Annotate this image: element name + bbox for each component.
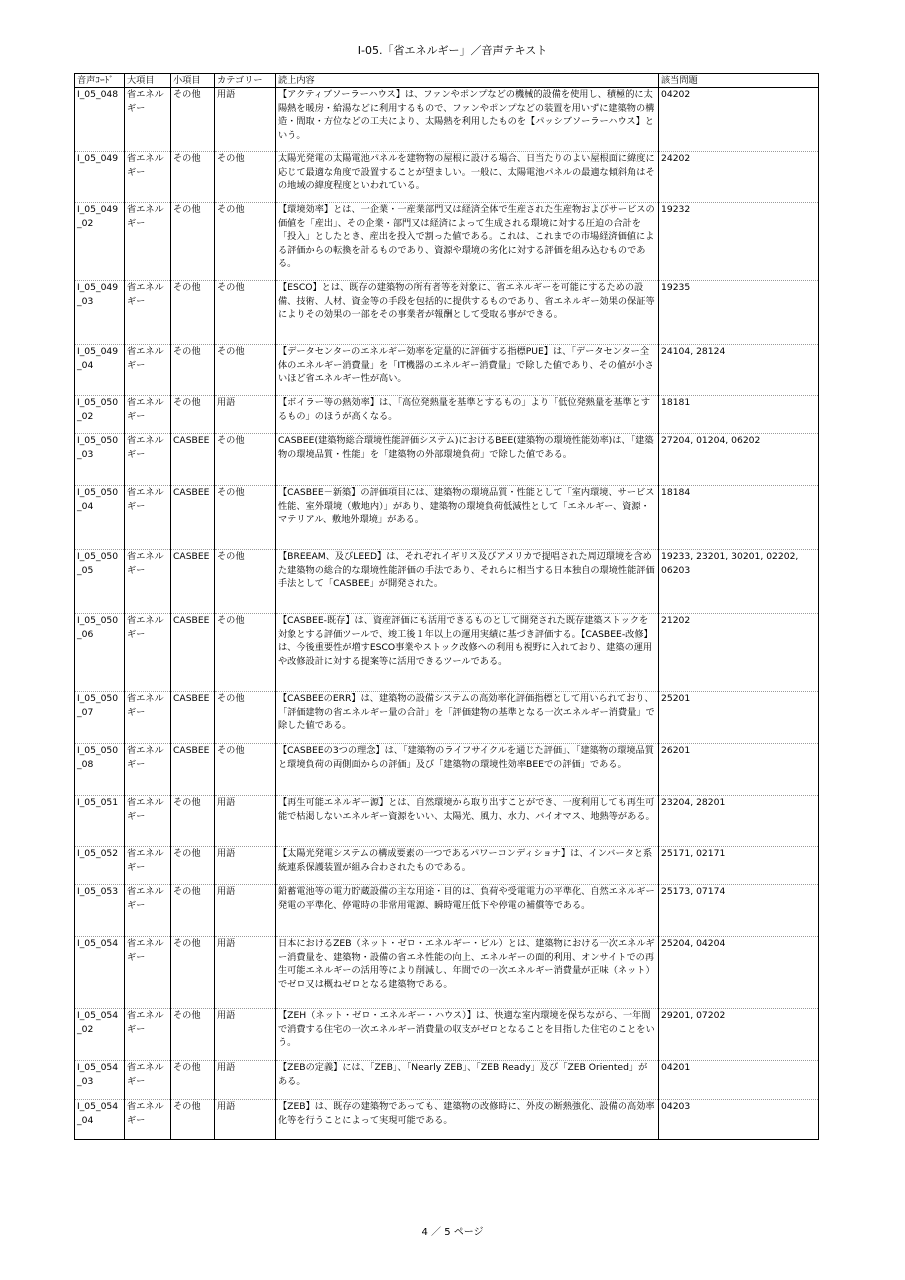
- cell-code: I_05_050_03: [75, 434, 125, 486]
- cell-category: その他: [215, 152, 276, 203]
- cell-content: 【環境効率】とは、一企業・一産業部門又は経済全体で生産された生産物およびサービスの価値を「産出」、その企業・部門又は経済によって生成される環境に対する圧迫の合計を「投入」としたとき、産出を投入で割った値である。これは、これまでの市場経済価値による評価からの転換を計るものであり、資源や環境の劣化に対する評価を組み込むものである。: [276, 203, 659, 281]
- table-row: [75, 1009, 819, 1061]
- cell-code: I_05_054_03: [75, 1061, 125, 1100]
- cell-major: 省エネルギー: [125, 1100, 171, 1140]
- cell-code: I_05_054_02: [75, 1009, 125, 1061]
- cell-content: 【CASBEE-既存】は、資産評価にも活用できるものとして開発された既存建築ストックを対象とする評価ツールで、竣工後１年以上の運用実績に基づき評価する。【CASBEE-改修】は、今後重要性が増すESCO事業やストック改修への利用も視野に入れており、建築の運用や改修設計に対する提案等に活用できるツールである。: [276, 614, 659, 692]
- cell-content: 鉛蓄電池等の電力貯蔵設備の主な用途・目的は、負荷や受電電力の平準化、自然エネルギー発電の平準化、停電時の非常用電源、瞬時電圧低下や停電の補償等である。: [276, 885, 659, 937]
- cell-code: I_05_050_02: [75, 396, 125, 434]
- cell-questions: 24104, 28124: [659, 345, 819, 396]
- cell-code: I_05_049_04: [75, 345, 125, 396]
- table-row: [75, 281, 819, 345]
- cell-category: 用語: [215, 396, 276, 434]
- cell-code: I_05_048: [75, 88, 125, 152]
- cell-content: 【CASBEE－新築】の評価項目には、建築物の環境品質・性能として「室内環境、サービス性能、室外環境（敷地内）」があり、建築物の環境負荷低減性として「エネルギー、資源・マテリアル、敷地外環境」がある。: [276, 486, 659, 550]
- cell-category: 用語: [215, 1009, 276, 1061]
- table-row: [75, 744, 819, 796]
- cell-minor: その他: [171, 152, 215, 203]
- cell-content: 日本におけるZEB（ネット・ゼロ・エネルギー・ビル）とは、建築物における一次エネルギー消費量を、建築物・設備の省エネ性能の向上、エネルギーの面的利用、オンサイトでの再生可能エネルギーの活用等により削減し、年間での一次エネルギー消費量が正味（ネット）でゼロ又は概ねゼロとなる建築物である。: [276, 937, 659, 1009]
- cell-code: I_05_054_04: [75, 1100, 125, 1140]
- table-row: [75, 486, 819, 550]
- cell-minor: CASBEE: [171, 614, 215, 692]
- cell-content: 【ESCO】とは、既存の建築物の所有者等を対象に、省エネルギーを可能にするための設備、技術、人材、資金等の手段を包括的に提供するものであり、省エネルギー効果の保証等によりその効果の一部をその事業者が報酬として受取る事ができる。: [276, 281, 659, 345]
- table-row: [75, 396, 819, 434]
- cell-questions: 24202: [659, 152, 819, 203]
- cell-minor: その他: [171, 88, 215, 152]
- col-header-code: 音声ｺｰﾄﾞ: [75, 74, 125, 88]
- cell-questions: 25171, 02171: [659, 847, 819, 885]
- cell-content: 【ZEBの定義】には、「ZEB」、「Nearly ZEB」、「ZEB Ready」及び「ZEB Oriented」がある。: [276, 1061, 659, 1100]
- cell-major: 省エネルギー: [125, 1009, 171, 1061]
- cell-category: 用語: [215, 1100, 276, 1140]
- cell-minor: その他: [171, 281, 215, 345]
- cell-content: 【データセンターのエネルギー効率を定量的に評価する指標PUE】は、「データセンター全体のエネルギー消費量」を「IT機器のエネルギー消費量」で除した値であり、その値が小さいほど省エネルギー性が高い。: [276, 345, 659, 396]
- cell-code: I_05_050_07: [75, 692, 125, 744]
- cell-questions: 25173, 07174: [659, 885, 819, 937]
- cell-code: I_05_050_06: [75, 614, 125, 692]
- table-row: [75, 203, 819, 281]
- cell-questions: 19235: [659, 281, 819, 345]
- cell-minor: CASBEE: [171, 486, 215, 550]
- page-number: 4 ／ 5 ページ: [421, 1227, 484, 1238]
- cell-minor: その他: [171, 396, 215, 434]
- table-row: [75, 847, 819, 885]
- page-title: I-05.「省エネルギー」／音声テキスト: [357, 44, 548, 57]
- table-row: [75, 434, 819, 486]
- col-header-minor: 小項目: [171, 74, 215, 88]
- cell-category: その他: [215, 281, 276, 345]
- cell-major: 省エネルギー: [125, 847, 171, 885]
- cell-content: 【アクティブソーラーハウス】は、ファンやポンプなどの機械的設備を使用し、積極的に太陽熱を暖房・給湯などに利用するもので、ファンやポンプなどの装置を用いずに建築物の構造・間取・方位などの工夫により、太陽熱を利用したものを【パッシブソーラーハウス】という。: [276, 88, 659, 152]
- cell-content: 【CASBEEの3つの理念】は、「建築物のライフサイクルを通じた評価」、「建築物の環境品質と環境負荷の両側面からの評価」及び「建築物の環境性効率BEEでの評価」である。: [276, 744, 659, 796]
- cell-code: I_05_049: [75, 152, 125, 203]
- voice-text-table: [74, 73, 819, 1140]
- cell-category: その他: [215, 614, 276, 692]
- cell-content: 【ボイラー等の熱効率】は、「高位発熱量を基準とするもの」より「低位発熱量を基準とするもの」のほうが高くなる。: [276, 396, 659, 434]
- cell-content: CASBEE(建築物総合環境性能評価システム)におけるBEE(建築物の環境性能効率)は、「建築物の環境品質・性能」を「建築物の外部環境負荷」で除した値である。: [276, 434, 659, 486]
- col-header-content: 読上内容: [276, 74, 659, 88]
- cell-questions: 27204, 01204, 06202: [659, 434, 819, 486]
- cell-category: その他: [215, 486, 276, 550]
- cell-minor: その他: [171, 203, 215, 281]
- cell-major: 省エネルギー: [125, 88, 171, 152]
- table-row: [75, 885, 819, 937]
- cell-category: 用語: [215, 796, 276, 847]
- table-row: [75, 345, 819, 396]
- cell-minor: CASBEE: [171, 434, 215, 486]
- cell-questions: 04201: [659, 1061, 819, 1100]
- table-row: [75, 937, 819, 1009]
- table-body: [75, 88, 819, 1140]
- cell-code: I_05_053: [75, 885, 125, 937]
- col-header-category: カテゴリー: [215, 74, 276, 88]
- table-row: [75, 88, 819, 152]
- table-row: [75, 550, 819, 614]
- cell-minor: その他: [171, 1061, 215, 1100]
- cell-questions: 04203: [659, 1100, 819, 1140]
- cell-major: 省エネルギー: [125, 434, 171, 486]
- cell-code: I_05_049_03: [75, 281, 125, 345]
- cell-questions: 19233, 23201, 30201, 02202, 06203: [659, 550, 819, 614]
- cell-category: 用語: [215, 937, 276, 1009]
- cell-major: 省エネルギー: [125, 937, 171, 1009]
- table-row: [75, 796, 819, 847]
- cell-content: 太陽光発電の太陽電池パネルを建物物の屋根に設ける場合、日当たりのよい屋根面に緯度に応じて最適な角度で設置することが望ましい。一般に、太陽電池パネルの最適な傾斜角はその地域の緯度程度といわれている。: [276, 152, 659, 203]
- cell-code: I_05_050_08: [75, 744, 125, 796]
- cell-questions: 19232: [659, 203, 819, 281]
- cell-minor: その他: [171, 885, 215, 937]
- cell-questions: 18184: [659, 486, 819, 550]
- cell-questions: 25204, 04204: [659, 937, 819, 1009]
- cell-category: その他: [215, 345, 276, 396]
- table-row: [75, 1061, 819, 1100]
- cell-content: 【再生可能エネルギー源】とは、自然環境から取り出すことができ、一度利用しても再生可能で枯渇しないエネルギー資源をいい、太陽光、風力、水力、バイオマス、地熱等がある。: [276, 796, 659, 847]
- cell-minor: その他: [171, 847, 215, 885]
- cell-questions: 25201: [659, 692, 819, 744]
- cell-category: 用語: [215, 88, 276, 152]
- cell-category: 用語: [215, 847, 276, 885]
- cell-major: 省エネルギー: [125, 396, 171, 434]
- cell-questions: 18181: [659, 396, 819, 434]
- cell-content: 【太陽光発電システムの構成要素の一つであるパワーコンディショナ】は、インバータと系統連系保護装置が組み合わされたものである。: [276, 847, 659, 885]
- cell-code: I_05_049_02: [75, 203, 125, 281]
- cell-minor: CASBEE: [171, 550, 215, 614]
- cell-major: 省エネルギー: [125, 152, 171, 203]
- cell-minor: その他: [171, 937, 215, 1009]
- cell-major: 省エネルギー: [125, 203, 171, 281]
- cell-major: 省エネルギー: [125, 345, 171, 396]
- cell-minor: その他: [171, 1100, 215, 1140]
- col-header-questions: 該当問題: [659, 74, 819, 88]
- cell-content: 【ZEH（ネット・ゼロ・エネルギー・ハウス）】は、快適な室内環境を保ちながら、一年間で消費する住宅の一次エネルギー消費量の収支がゼロとなることを目指した住宅のことをいう。: [276, 1009, 659, 1061]
- cell-content: 【BREEAM、及びLEED】は、それぞれイギリス及びアメリカで提唱された周辺環境を含めた建築物の総合的な環境性能評価の手法であり、それらに相当する日本独自の環境性能評価手法として「CASBEE」が開発された。: [276, 550, 659, 614]
- cell-code: I_05_054: [75, 937, 125, 1009]
- cell-category: その他: [215, 434, 276, 486]
- cell-major: 省エネルギー: [125, 796, 171, 847]
- cell-content: 【CASBEEのERR】は、建築物の設備システムの高効率化評価指標として用いられており、「評価建物の省エネルギー量の合計」を「評価建物の基準となる一次エネルギー消費量」で除した値である。: [276, 692, 659, 744]
- col-header-major: 大項目: [125, 74, 171, 88]
- cell-category: その他: [215, 203, 276, 281]
- cell-questions: 29201, 07202: [659, 1009, 819, 1061]
- cell-major: 省エネルギー: [125, 486, 171, 550]
- cell-content: 【ZEB】は、既存の建築物であっても、建築物の改修時に、外皮の断熱強化、設備の高効率化等を行うことによって実現可能である。: [276, 1100, 659, 1140]
- cell-minor: CASBEE: [171, 692, 215, 744]
- cell-major: 省エネルギー: [125, 885, 171, 937]
- cell-major: 省エネルギー: [125, 614, 171, 692]
- cell-code: I_05_051: [75, 796, 125, 847]
- cell-major: 省エネルギー: [125, 744, 171, 796]
- cell-category: 用語: [215, 1061, 276, 1100]
- cell-minor: その他: [171, 345, 215, 396]
- cell-major: 省エネルギー: [125, 692, 171, 744]
- table-header-row: [75, 74, 819, 88]
- cell-category: その他: [215, 744, 276, 796]
- cell-questions: 21202: [659, 614, 819, 692]
- cell-major: 省エネルギー: [125, 550, 171, 614]
- cell-code: I_05_050_04: [75, 486, 125, 550]
- cell-code: I_05_052: [75, 847, 125, 885]
- cell-major: 省エネルギー: [125, 1061, 171, 1100]
- cell-questions: 26201: [659, 744, 819, 796]
- cell-code: I_05_050_05: [75, 550, 125, 614]
- cell-minor: その他: [171, 1009, 215, 1061]
- cell-category: その他: [215, 550, 276, 614]
- table-row: [75, 1100, 819, 1140]
- cell-major: 省エネルギー: [125, 281, 171, 345]
- table-row: [75, 152, 819, 203]
- cell-category: 用語: [215, 885, 276, 937]
- table-row: [75, 692, 819, 744]
- cell-questions: 04202: [659, 88, 819, 152]
- cell-minor: その他: [171, 796, 215, 847]
- table-row: [75, 614, 819, 692]
- cell-questions: 23204, 28201: [659, 796, 819, 847]
- cell-minor: CASBEE: [171, 744, 215, 796]
- cell-category: その他: [215, 692, 276, 744]
